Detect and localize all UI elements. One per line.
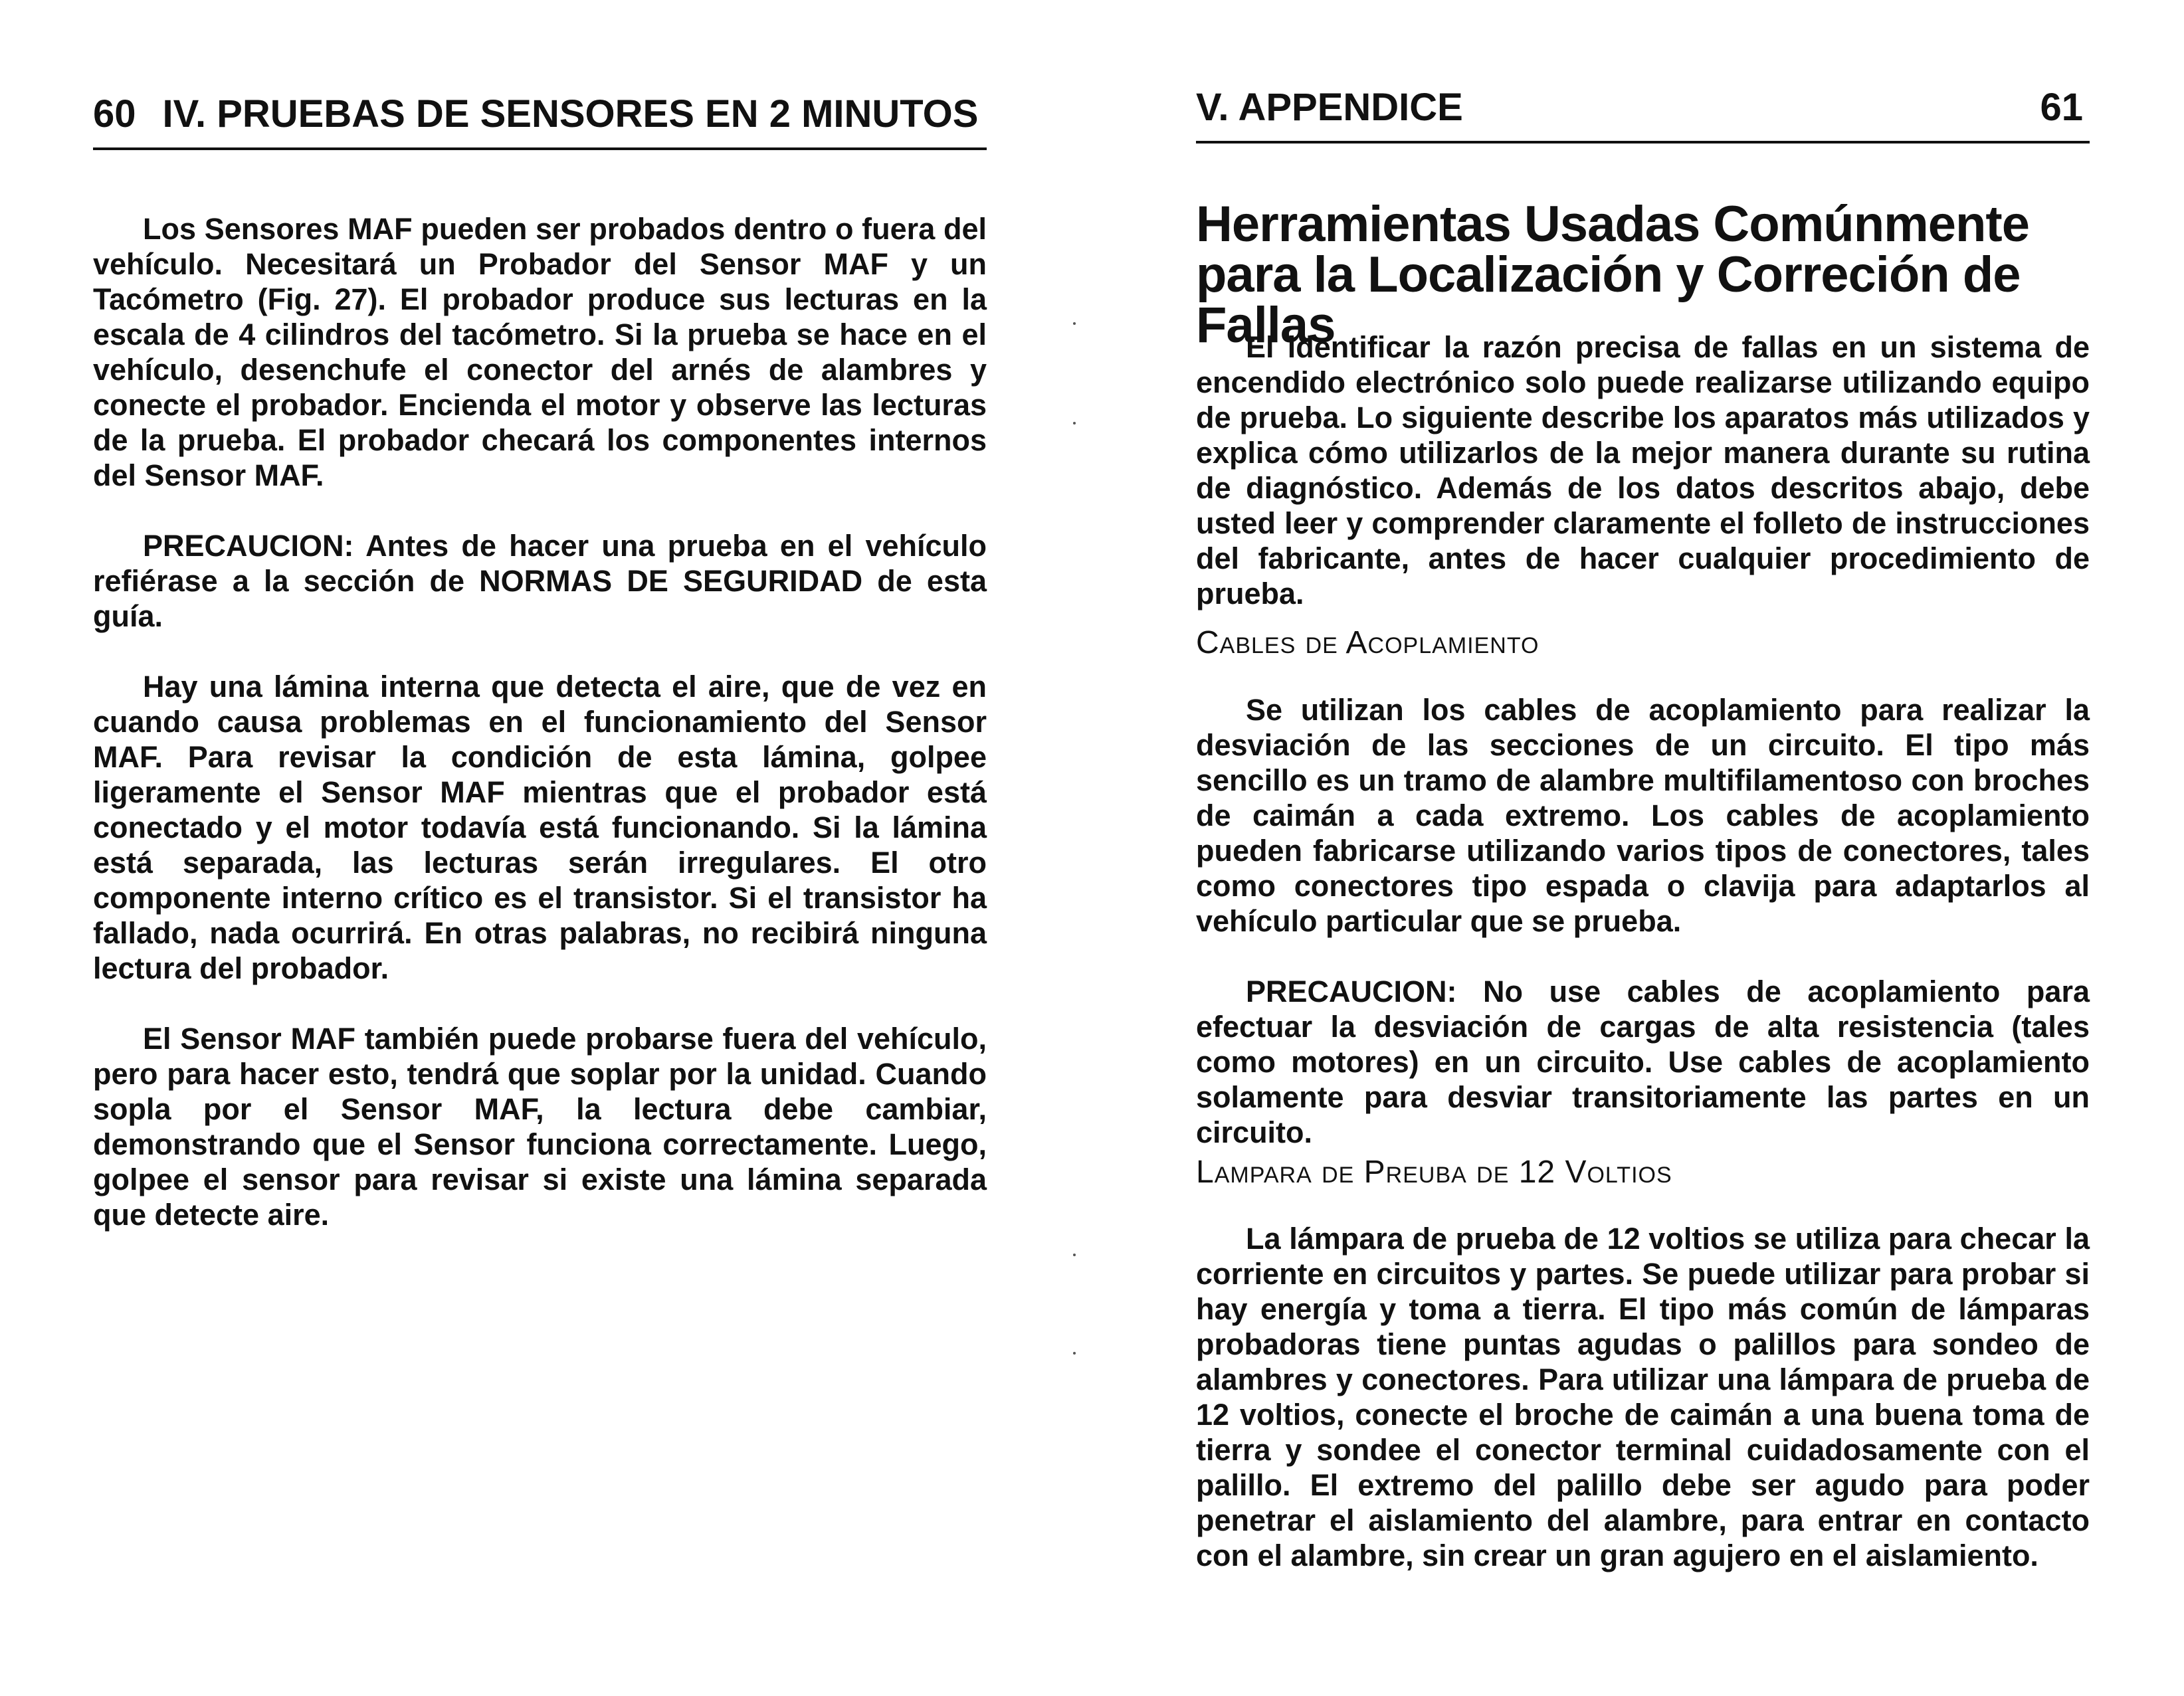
paragraph-outside-vehicle: El Sensor MAF también puede probarse fuera del vehículo, pero para hacer esto, tendrá que soplar por la unidad. Cuando sopla por el Sensor MAF, la lectura debe cambiar, demonstrando que el Sensor funciona correctamente. Luego, golpee el sensor para revisar si existe una lámina separada que detecte aire. [93,1022,987,1232]
paragraph-cables: Se utilizan los cables de acoplamiento para realizar la desviación de las secciones de un circuito. El tipo más sencillo es un tramo de alambre multifilamentoso con broches de caimán a cada extremo. Los cables de acoplamiento pueden fabricarse utilizando varios tipos de conectores, tales como conectores tipo espada o clavija para adaptarlos al vehículo particular que se prueba. [1196,693,2090,938]
running-head-right-title: V. APPENDICE [1196,86,1463,129]
paragraph-maf-intro: Los Sensores MAF pueden ser probados dentro o fuera del vehículo. Necesitará un Probador del Sensor MAF y un Tacómetro (Fig. 27). El probador produce sus lecturas en la escala de 4 cilindros del tacómetro. Si la prueba se hace en el vehículo, desenchufe el conector del arnés de alambres y conecte el probador. Encienda el motor y observe las lecturas de la prueba. El probador checará los componentes internos del Sensor MAF. [93,212,987,492]
paragraph-lamina: Hay una lámina interna que detecta el aire, que de vez en cuando causa problemas en el funcionamiento del Sensor MAF. Para revisar la condición de esta lámina, golpee ligeramente el Sensor MAF mientras que el probador está conectado y el motor todavía está funcionando. Si la lámina está separada, las lecturas serán irregulares. El otro componente interno crítico es el transistor. Si el transistor ha fallado, nada ocurrirá. En otras palabras, no recibirá ninguna lectura del probador. [93,670,987,985]
caution-text-left: Antes de hacer una prueba en el vehículo refiérase a la sección de NORMAS DE SEGURIDAD de esta guía. [93,529,987,633]
chapter-title: Herramientas Usadas Comúnmente para la Localización y Correción de Fallas [1196,196,2029,353]
gutter-speck [1073,1254,1076,1256]
running-head-left-title: IV. PRUEBAS DE SENSORES EN 2 MINUTOS [162,92,979,136]
caution-label-left: PRECAUCION: [143,529,354,563]
section-heading-lampara: Lampara de Preuba de 12 Voltios [1196,1155,1672,1190]
section-heading-cables: Cables de Acoplamiento [1196,625,1539,660]
intro-body [1196,330,2090,646]
left-page [93,0,987,1696]
paragraph-lampara: La lámpara de prueba de 12 voltios se utiliza para checar la corriente en circuitos y partes. Se puede utilizar para probar si hay energía y toma a tierra. El tipo más común de lámparas probadoras tiene puntas agudas o palillos para sondeo de alambres y conectores. Para utilizar una lámpara de prueba de 12 voltios, conecte el broche de caimán a una buena toma de tierra y sondee el conector terminal cuidadosamente con el palillo. El extremo del palillo debe ser agudo para poder penetrar el aislamiento del alambre, para entrar en contacto con el alambre, sin crear un gran agujero en el aislamiento. [1196,1222,2090,1572]
left-body [93,211,987,1268]
gutter-speck [1073,422,1076,424]
page-number-left: 60 [93,92,136,136]
caution-label-right: PRECAUCION: [1246,975,1457,1008]
intro-paragraph: El identificar la razón precisa de fallas en un sistema de encendido electrónico solo puede realizarse utilizando equipo de prueba. Lo siguiente describe los aparatos más utilizados y explica cómo utilizarlos de la mejor manera durante su rutina de diagnóstico. Además de los datos descritos abajo, debe usted leer y comprender claramente el folleto de instrucciones del fabricante, antes de hacer cualquier procedimiento de prueba. [1196,330,2090,611]
gutter-speck [1073,1352,1076,1355]
running-head-right [1196,81,2090,143]
section-body-lampara [1196,1221,2090,1608]
page-number-right: 61 [2040,86,2083,129]
caution-text-right: No use cables de acoplamiento para efectuar la desviación de cargas de alta resistencia (tales como motores) en un circuito. Use cables de acoplamiento solamente para desviar transitoriamente las partes en un circuito. [1196,975,2090,1149]
caution-paragraph-right [1196,974,2090,1150]
caution-paragraph-left [93,528,987,634]
right-page [1196,0,2090,1696]
running-head-left [93,88,987,150]
gutter-speck [1073,322,1076,325]
section-body-cables [1196,692,2090,1185]
